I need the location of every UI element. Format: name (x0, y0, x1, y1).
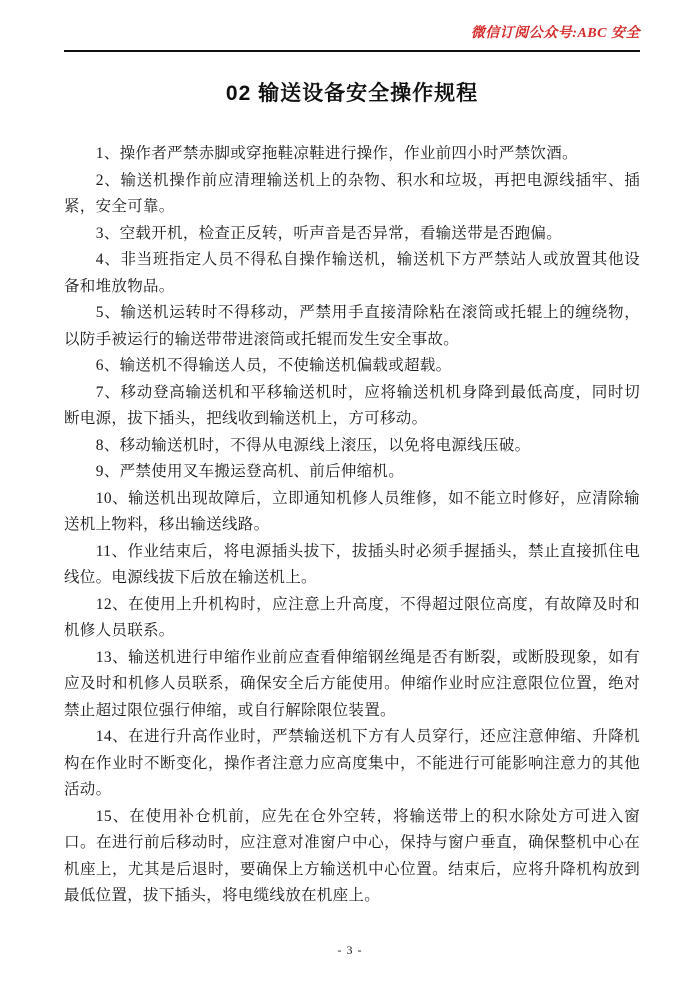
procedure-item-8: 8、移动输送机时，不得从电源线上滚压，以免将电源线压破。 (95, 436, 531, 454)
procedure-item-6: 6、输送机不得输送人员，不使输送机偏载或超载。 (95, 357, 452, 375)
procedure-item-15: 15、在使用补仓机前，应先在仓外空转，将输送带上的积水除处方可进入窗口。在进行前后移动时，应注意对准窗户中心，保持与窗户垂直，确保整机中心在机座上，尤其是后退时，要确保上方输送机中心位置。结束后，应将升降机构放到最低位置，拔下插头，将电缆线放在机座上。 (64, 807, 640, 905)
page-number: - 3 - (337, 943, 363, 957)
header-watermark: 微信订阅公众号:ABC 安全 (470, 26, 640, 41)
procedure-item-4: 4、非当班指定人员不得私自操作输送机，输送机下方严禁站人或放置其他设备和堆放物品。 (64, 251, 640, 295)
procedure-item-12: 12、在使用上升机构时，应注意上升高度，不得超过限位高度，有故障及时和机修人员联系。 (64, 595, 640, 640)
page-title: 02 输送设备安全操作规程 (225, 81, 479, 105)
procedure-item-11: 11、作业结束后，将电源插头拔下，拔插头时必须手握插头，禁止直接抓住电线位。电源线拔下后放在输送机上。 (64, 542, 640, 587)
procedure-item-13: 13、输送机进行申缩作业前应查看伸缩钢丝绳是否有断裂，或断股现象，如有应及时和机修人员联系，确保安全后方能使用。伸缩作业时应注意限位位置，绝对禁止超过限位强行伸缩，或自行解除限位装置。 (64, 648, 640, 719)
procedure-item-5: 5、输送机运转时不得移动，严禁用手直接清除粘在滚筒或托辊上的缠绕物，以防手被运行的输送带带进滚筒或托辊而发生安全事故。 (64, 304, 640, 348)
procedure-item-14: 14、在进行升高作业时，严禁输送机下方有人员穿行，还应注意伸缩、升降机构在作业时不断变化，操作者注意力应高度集中，不能进行可能影响注意力的其他活动。 (64, 728, 640, 799)
procedure-item-1: 1、操作者严禁赤脚或穿拖鞋凉鞋进行操作，作业前四小时严禁饮酒。 (95, 145, 578, 163)
procedure-item-9: 9、严禁使用叉车搬运登高机、前后伸缩机。 (95, 463, 405, 481)
procedure-item-2: 2、输送机操作前应清理输送机上的杂物、积水和垃圾，再把电源线插牢、插紧，安全可靠。 (64, 171, 640, 216)
procedure-item-7: 7、移动登高输送机和平移输送机时，应将输送机机身降到最低高度，同时切断电源，拔下插头，把线收到输送机上，方可移动。 (64, 383, 640, 428)
procedure-list (64, 141, 640, 910)
header-rule (64, 50, 640, 52)
procedure-item-10: 10、输送机出现故障后，立即通知机修人员维修，如不能立时修好，应清除输送机上物料，移出输送线路。 (64, 489, 640, 534)
procedure-item-3: 3、空载开机，检查正反转，听声音是否异常，看输送带是否跑偏。 (95, 224, 563, 242)
content-column (64, 0, 640, 910)
